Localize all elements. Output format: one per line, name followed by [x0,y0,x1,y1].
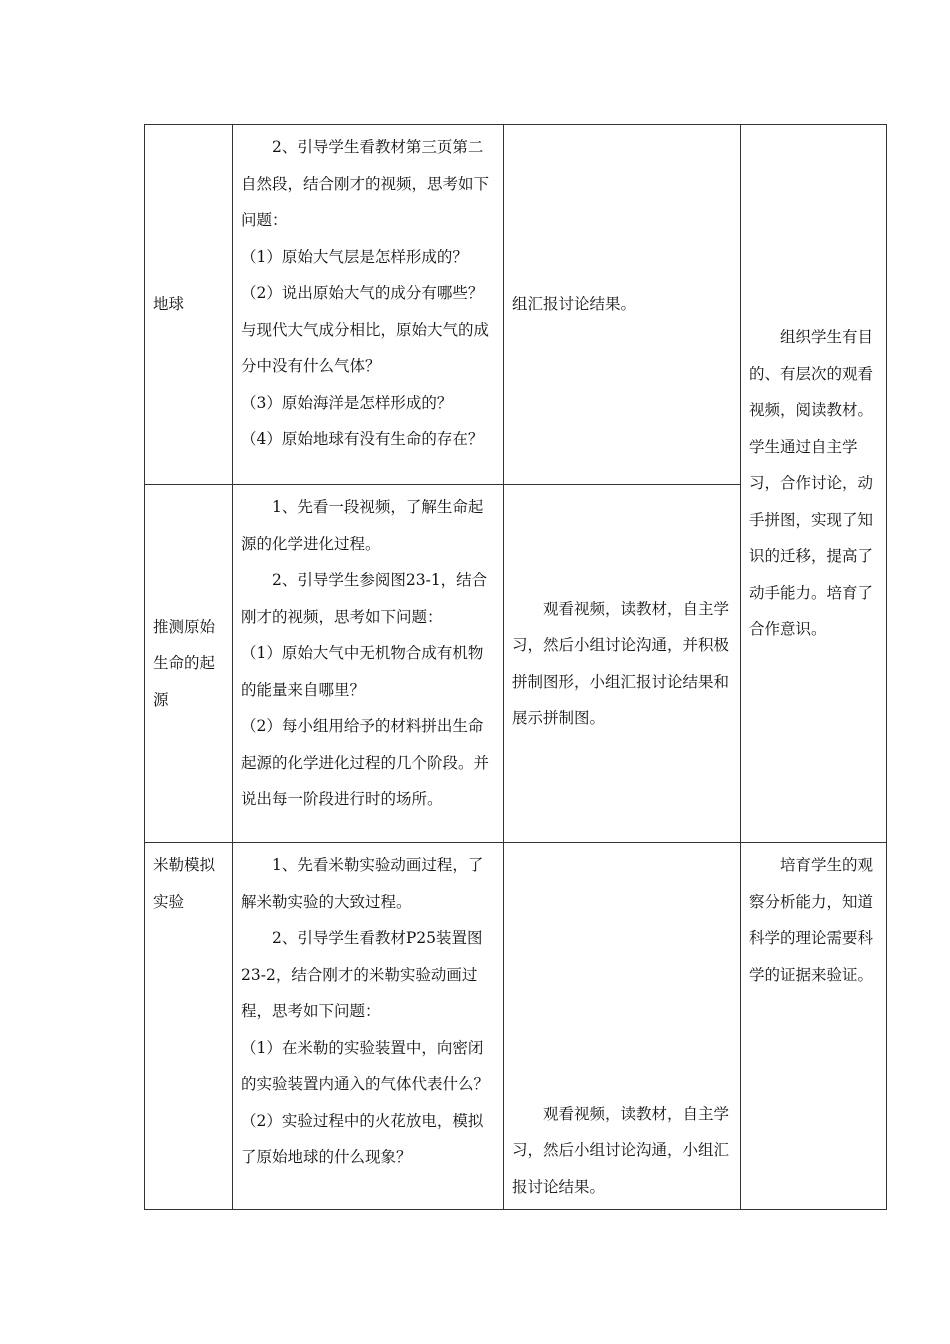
lesson-plan-table [144,124,887,1210]
question-text: （2）实验过程中的火花放电，模拟了原始地球的什么现象？ [241,1111,484,1166]
student-text: 组汇报讨论结果。 [512,295,637,314]
stage-label: 推测原始生命的起源 [153,617,216,709]
student-text: 观看视频，读教材，自主学习，然后小组讨论沟通，小组汇报讨论结果。 [512,1104,730,1196]
activity-text: 2、引导学生看教材P25装置图23-2，结合刚才的米勒实验动画过程，思考如下问题： [241,929,483,1020]
table-row [145,843,887,1210]
activity-text: 2、引导学生参阅图23-1，结合刚才的视频，思考如下问题： [241,571,488,626]
teacher-activity-cell [233,485,504,843]
question-text: （1）原始大气层是怎样形成的？ [241,247,468,266]
student-activity-cell [504,125,741,485]
student-text: 观看视频，读教材，自主学习，然后小组讨论沟通，并积极拼制图形，小组汇报讨论结果和展示拼制图。 [512,599,730,727]
teacher-activity-cell [233,843,504,1210]
design-intent-cell [741,125,887,843]
student-activity-cell [504,485,741,843]
question-text: （2）说出原始大气的成分有哪些？与现代大气成分相比，原始大气的成分中没有什么气体？ [241,284,490,375]
stage-label: 米勒模拟实验 [153,856,216,911]
design-intent-text: 培育学生的观察分析能力，知道科学的理论需要科学的证据来验证。 [749,856,874,984]
table-row [145,125,887,485]
stage-cell [145,485,233,843]
stage-label: 地球 [153,295,185,314]
stage-cell [145,843,233,1210]
design-intent-text: 组织学生有目的、有层次的观看视频，阅读教材。学生通过自主学习，合作讨论，动手拼图，实现了知识的迁移，提高了动手能力。培育了合作意识。 [749,328,874,639]
design-intent-cell [741,843,887,1210]
teacher-activity-cell [233,125,504,485]
question-text: （1）在米勒的实验装置中，向密闭的实验装置内通入的气体代表什么？ [241,1038,490,1093]
activity-text: 1、先看一段视频，了解生命起源的化学进化过程。 [241,498,484,553]
question-text: （2）每小组用给予的材料拼出生命起源的化学进化过程的几个阶段。并说出每一阶段进行时的场所。 [241,717,490,808]
activity-text: 2、引导学生看教材第三页第二自然段，结合刚才的视频，思考如下问题： [241,138,490,229]
stage-cell [145,125,233,485]
question-text: （1）原始大气中无机物合成有机物的能量来自哪里？ [241,644,484,699]
student-activity-cell [504,843,741,1210]
activity-text: 1、先看米勒实验动画过程，了解米勒实验的大致过程。 [241,856,484,911]
question-text: （3）原始海洋是怎样形成的？ [241,393,453,412]
question-text: （4）原始地球有没有生命的存在？ [241,430,484,448]
